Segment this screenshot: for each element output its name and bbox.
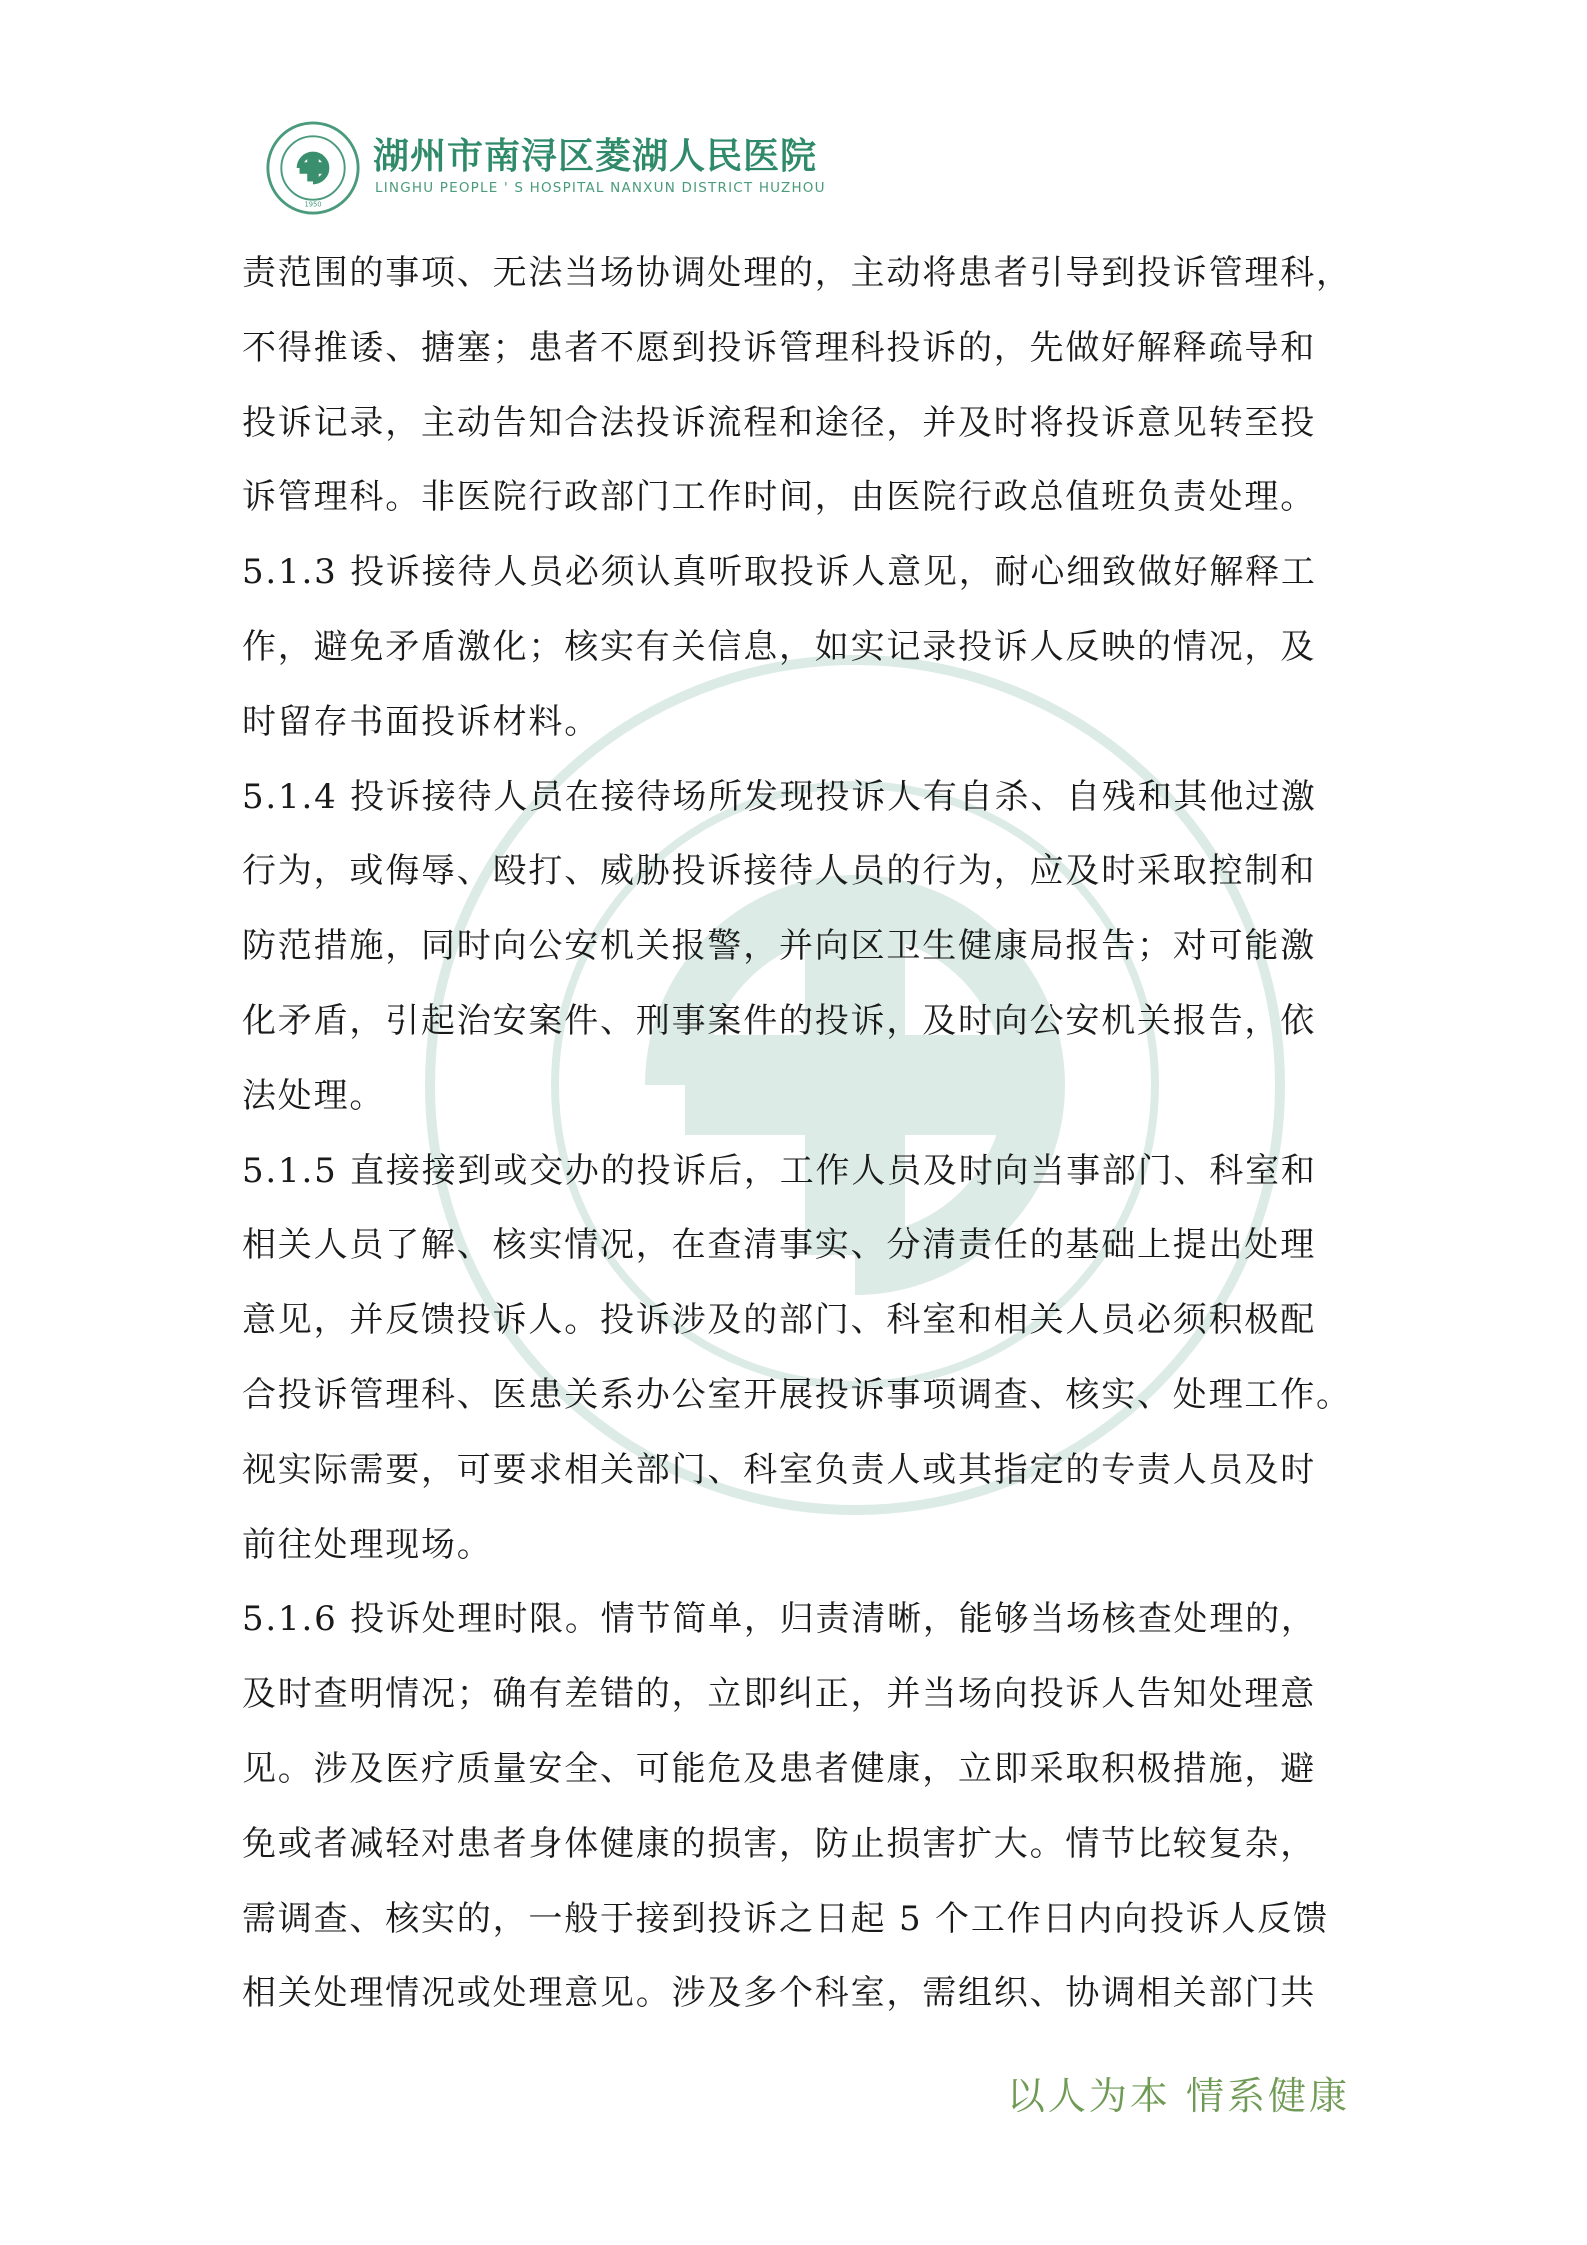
body-text-line: 相关处理情况或处理意见。涉及多个科室，需组织、协调相关部门共: [242, 1973, 1316, 2014]
body-text-line: 防范措施，同时向公安机关报警，并向区卫生健康局报告；对可能激: [242, 926, 1316, 967]
body-text-line: 不得推诿、搪塞；患者不愿到投诉管理科投诉的，先做好解释疏导和: [242, 327, 1316, 368]
body-text-line: 法处理。: [242, 1075, 386, 1116]
hospital-name-cn: 湖州市南浔区菱湖人民医院: [373, 136, 818, 177]
body-text-line: 诉管理科。非医院行政部门工作时间，由医院行政总值班负责处理。: [242, 477, 1316, 518]
body-text-line: 意见，并反馈投诉人。投诉涉及的部门、科室和相关人员必须积极配: [242, 1300, 1316, 1341]
body-text-line: 5.1.4 投诉接待人员在接待场所发现投诉人有自杀、自残和其他过激: [242, 776, 1317, 817]
body-text-line: 合投诉管理科、医患关系办公室开展投诉事项调查、核实、处理工作。: [242, 1374, 1352, 1415]
body-text-line: 责范围的事项、无法当场协调处理的，主动将患者引导到投诉管理科，: [242, 253, 1352, 293]
body-text-line: 视实际需要，可要求相关部门、科室负责人或其指定的专责人员及时: [242, 1449, 1316, 1490]
body-text-line: 前往处理现场。: [242, 1524, 493, 1565]
body-text-line: 行为，或侮辱、殴打、威胁投诉接待人员的行为，应及时采取控制和: [242, 851, 1316, 892]
body-text-line: 5.1.6 投诉处理时限。情节简单，归责清晰，能够当场核查处理的，: [242, 1599, 1317, 1640]
logo-year: 1950: [304, 200, 322, 209]
hospital-name-en: LINGHU PEOPLE ' S HOSPITAL NANXUN DISTRICT HUZHOU: [375, 180, 826, 196]
hospital-logo-icon: [265, 120, 361, 216]
body-text-line: 见。涉及医疗质量安全、可能危及患者健康，立即采取积极措施，避: [242, 1748, 1316, 1789]
document-body: [242, 236, 1362, 2031]
body-text-line: 免或者减轻对患者身体健康的损害，防止损害扩大。情节比较复杂，: [242, 1823, 1316, 1864]
body-text-line: 作，避免矛盾激化；核实有关信息，如实记录投诉人反映的情况，及: [242, 626, 1316, 667]
body-text-line: 投诉记录，主动告知合法投诉流程和途径，并及时将投诉意见转至投: [242, 402, 1316, 443]
body-text-line: 相关人员了解、核实情况，在查清事实、分清责任的基础上提出处理: [242, 1225, 1316, 1266]
footer-slogan: 以人为本 情系健康: [1006, 2074, 1350, 2118]
body-text-line: 及时查明情况；确有差错的，立即纠正，并当场向投诉人告知处理意: [242, 1674, 1316, 1715]
body-text-line: 化矛盾，引起治安案件、刑事案件的投诉，及时向公安机关报告，依: [242, 1000, 1316, 1041]
body-text-line: 5.1.3 投诉接待人员必须认真听取投诉人意见，耐心细致做好解释工: [242, 552, 1317, 593]
body-text-line: 需调查、核实的，一般于接到投诉之日起 5 个工作日内向投诉人反馈: [242, 1898, 1329, 1939]
body-text-line: 5.1.5 直接接到或交办的投诉后，工作人员及时向当事部门、科室和: [242, 1150, 1317, 1191]
page-header: [265, 120, 965, 220]
body-text-line: 时留存书面投诉材料。: [242, 701, 600, 742]
